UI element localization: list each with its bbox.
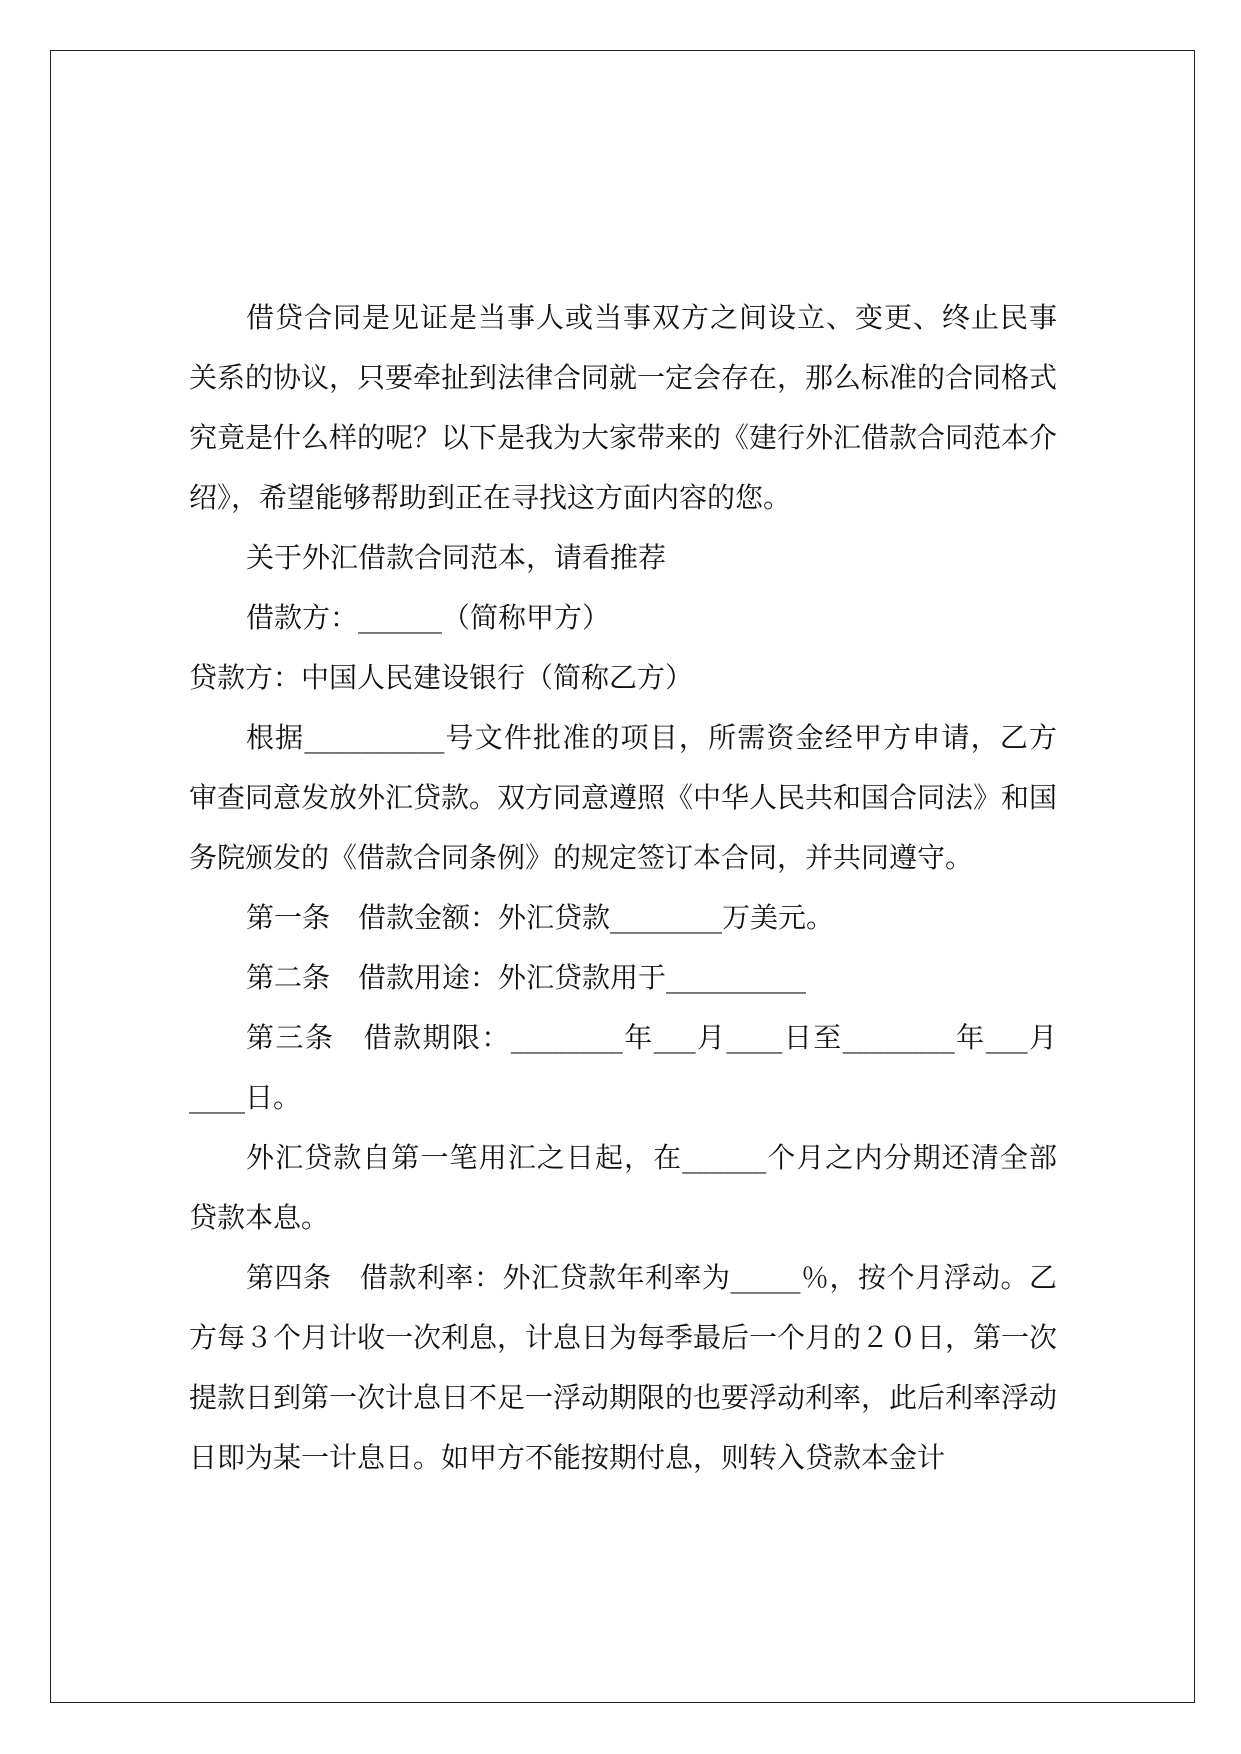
basis-paragraph: 根据__________号文件批准的项目，所需资金经甲方申请，乙方审查同意发放外汇贷款。双方同意遵照《中华人民共和国合同法》和国务院颁发的《借款合同条例》的规定签订本合同，并共同遵守。 bbox=[189, 721, 1058, 874]
repayment-paragraph: 外汇贷款自第一笔用汇之日起，在______个月之内分期还清全部贷款本息。 bbox=[189, 1141, 1057, 1234]
article-1-amount: 第一条 借款金额：外汇贷款________万美元。 bbox=[246, 901, 835, 934]
article-3-term: 第三条 借款期限：________年___月____日至________年___月____日。 bbox=[189, 1021, 1057, 1114]
article-4-interest: 第四条 借款利率：外汇贷款年利率为_____％，按个月浮动。乙方每３个月计收一次利息，计息日为每季最后一个月的２０日，第一次提款日到第一次计息日不足一浮动期限的也要浮动利率，此后利率浮动日即为某一计息日。如甲方不能按期付息，则转入贷款本金计 bbox=[189, 1261, 1058, 1474]
intro-paragraph: 借贷合同是见证是当事人或当事双方之间设立、变更、终止民事关系的协议，只要牵扯到法律合同就一定会存在，那么标准的合同格式究竟是什么样的呢？以下是我为大家带来的《建行外汇借款合同范本介绍》，希望能够帮助到正在寻找这方面内容的您。 bbox=[189, 301, 1058, 514]
lender-line: 贷款方：中国人民建设银行（简称乙方） bbox=[189, 661, 694, 694]
article-2-purpose: 第二条 借款用途：外汇贷款用于__________ bbox=[246, 961, 807, 994]
document-body bbox=[189, 288, 1057, 1488]
recommend-line: 关于外汇借款合同范本，请看推荐 bbox=[246, 541, 667, 574]
borrower-line: 借款方：______（简称甲方） bbox=[246, 601, 611, 634]
